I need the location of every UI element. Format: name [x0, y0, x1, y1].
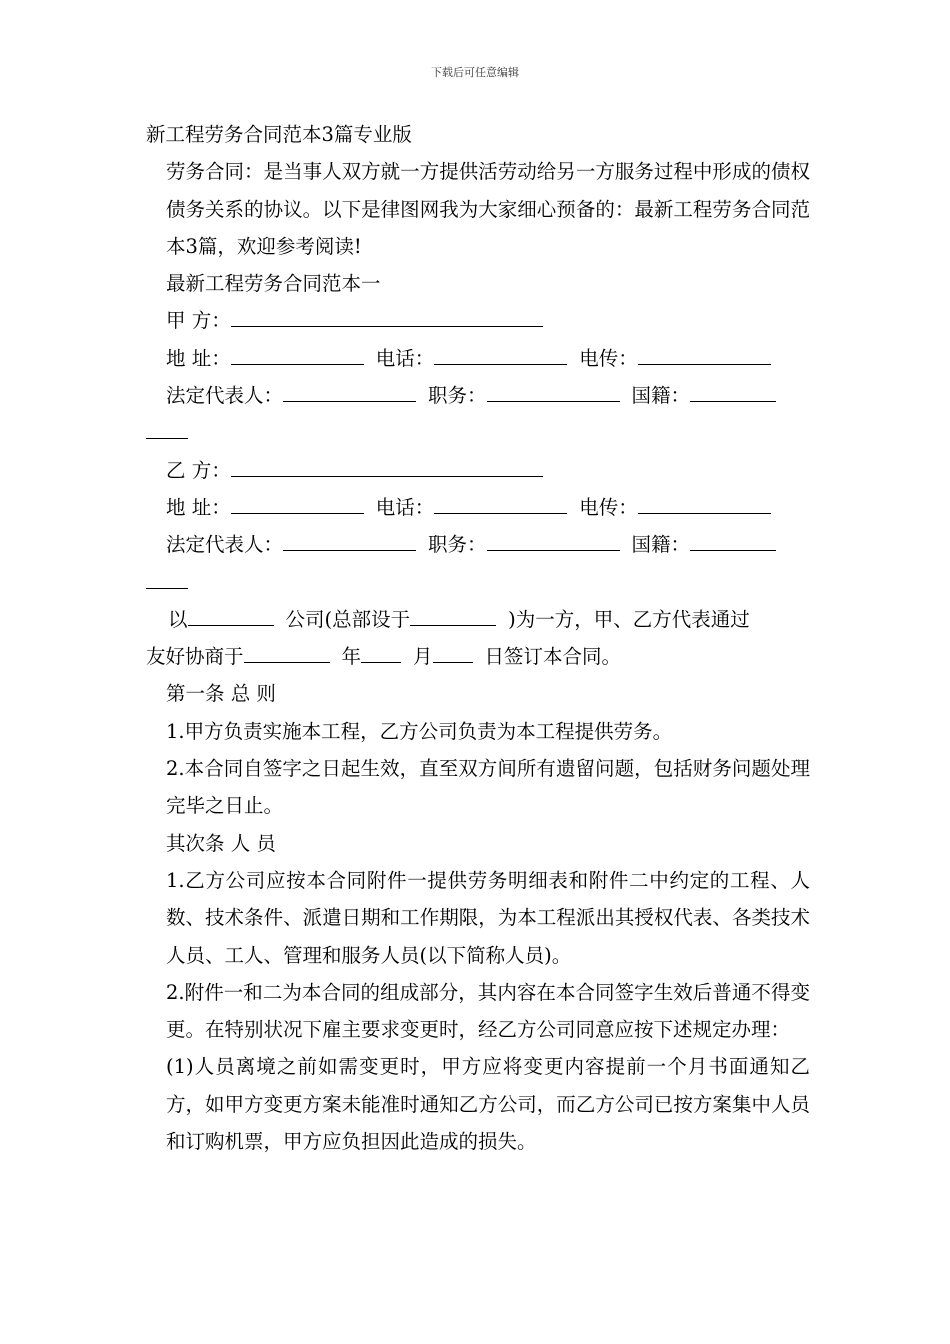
party-a-nationality-label: 国籍： — [631, 384, 691, 408]
party-b-fax-label: 电传： — [579, 495, 638, 519]
agreement-text: 年 — [341, 645, 362, 669]
agreement-text: 月 — [413, 645, 433, 669]
agreement-text: 日签订本合同。 — [484, 645, 622, 669]
agreement-text: 以 — [168, 607, 188, 631]
party-a-rep-label: 法定代表人： — [166, 384, 284, 408]
party-b-nationality-blank[interactable] — [690, 528, 776, 551]
party-b-name-label: 乙 方： — [166, 458, 231, 482]
article-2-heading: 其次条 人 员 — [166, 831, 276, 855]
party-a-rep-blank[interactable] — [283, 379, 416, 402]
article-1-item-1: 1.甲方负责实施本工程，乙方公司负责为本工程提供劳务。 — [166, 719, 673, 743]
document-body — [146, 116, 810, 1160]
party-b-rep-label: 法定代表人： — [166, 533, 284, 557]
day-blank[interactable] — [433, 640, 473, 663]
party-a-name-label: 甲 方： — [166, 309, 231, 333]
party-b-position-blank[interactable] — [487, 528, 620, 551]
company-blank[interactable] — [188, 603, 274, 626]
party-b-address-label: 地 址： — [166, 495, 231, 519]
party-a-phone-label: 电话： — [375, 346, 435, 370]
party-b-nationality-label: 国籍： — [631, 533, 691, 557]
party-a-fax-blank[interactable] — [638, 342, 771, 365]
agreement-text: 公司(总部设于 — [285, 607, 411, 631]
section-title: 最新工程劳务合同范本一 — [166, 272, 381, 296]
party-b-nationality-wrap — [146, 564, 810, 601]
party-b-rep-row — [146, 526, 810, 563]
agreement-text: )为一方，甲、乙方代表通过 — [508, 607, 750, 631]
party-a-address-blank[interactable] — [231, 342, 364, 365]
article-2-item-1: 1.乙方公司应按本合同附件一提供劳务明细表和附件二中约定的工程、人数、技术条件、派遣日期和工作期限，为本工程派出其授权代表、各类技术人员、工人、管理和服务人员(以下简称人员)。 — [166, 868, 810, 967]
article-2-item-3: (1)人员离境之前如需变更时，甲方应将变更内容提前一个月书面通知乙方，如甲方变更方案未能准时通知乙方公司，而乙方公司已按方案集中人员和订购机票，甲方应负担因此造成的损失。 — [166, 1055, 810, 1154]
document-title: 新工程劳务合同范本3篇专业版 — [146, 123, 412, 146]
year-blank[interactable] — [244, 640, 330, 663]
party-a-rep-row — [146, 377, 810, 414]
agreement-line-2 — [146, 638, 810, 675]
headquarters-blank[interactable] — [410, 603, 496, 626]
article-1-heading: 第一条 总 则 — [166, 682, 276, 706]
article-1-item-2: 2.本合同自签字之日起生效，直至双方间所有遗留问题，包括财务问题处理完毕之日止。 — [166, 757, 810, 818]
party-b-contact-row — [146, 489, 810, 526]
party-a-position-blank[interactable] — [487, 379, 620, 402]
agreement-line-1 — [146, 601, 810, 638]
party-b-phone-blank[interactable] — [434, 491, 567, 514]
party-b-fax-blank[interactable] — [638, 491, 771, 514]
party-a-name-row — [146, 302, 810, 339]
party-a-position-label: 职务： — [428, 384, 487, 408]
party-b-address-blank[interactable] — [231, 491, 364, 514]
article-2-item-2: 2.附件一和二为本合同的组成部分，其内容在本合同签字生效后普通不得变更。在特别状况下雇主要求变更时，经乙方公司同意应按下述规定办理： — [166, 980, 810, 1042]
party-a-contact-row — [146, 340, 810, 377]
party-a-address-label: 地 址： — [166, 346, 231, 370]
party-a-nationality-blank-cont[interactable] — [146, 416, 188, 439]
party-a-phone-blank[interactable] — [434, 342, 567, 365]
party-b-rep-blank[interactable] — [283, 528, 416, 551]
party-b-phone-label: 电话： — [375, 495, 435, 519]
party-a-fax-label: 电传： — [579, 346, 638, 370]
party-a-name-blank[interactable] — [231, 304, 543, 327]
intro-paragraph: 劳务合同：是当事人双方就一方提供活劳动给另一方服务过程中形成的债权债务关系的协议。以下是律图网我为大家细心预备的：最新工程劳务合同范本3篇，欢迎参考阅读! — [166, 160, 810, 258]
month-blank[interactable] — [361, 640, 401, 663]
header-note: 下载后可任意编辑 — [431, 66, 519, 79]
party-b-position-label: 职务： — [428, 533, 487, 557]
party-a-nationality-blank[interactable] — [690, 379, 776, 402]
party-b-name-row — [146, 452, 810, 489]
party-b-name-blank[interactable] — [231, 454, 543, 477]
party-b-nationality-blank-cont[interactable] — [146, 566, 188, 589]
agreement-text: 友好协商于 — [146, 645, 244, 669]
party-a-nationality-wrap — [146, 414, 810, 451]
